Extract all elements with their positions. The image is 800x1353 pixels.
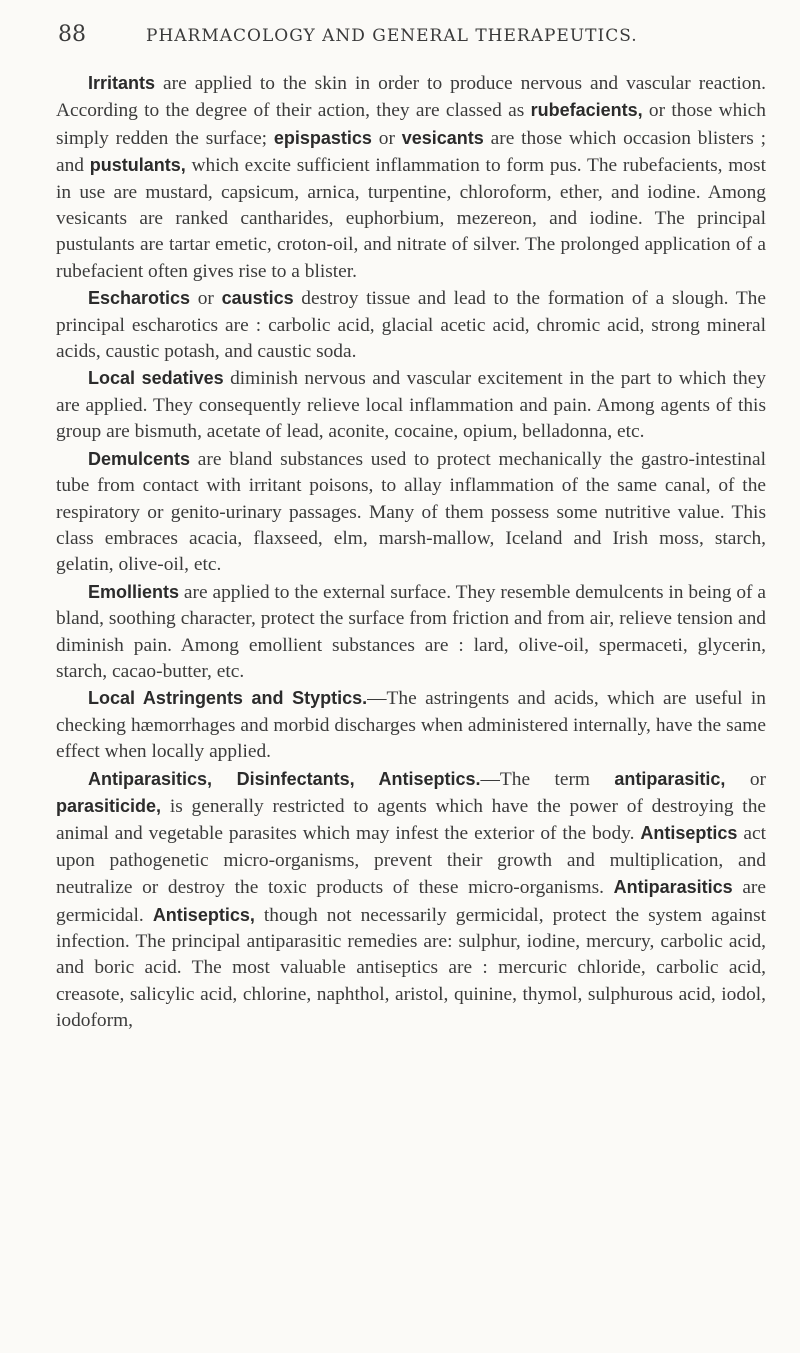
paragraph xyxy=(56,70,766,285)
paragraph-text: is generally restricted to agents which have the power of destroying the animal and vegetable parasites which may infest the exterior of the body. xyxy=(56,795,766,845)
running-title: PHARMACOLOGY AND GENERAL THERAPEUTICS. xyxy=(146,26,638,46)
bold-term: Emollients xyxy=(88,581,180,602)
paragraph-text: diminish nervous and vascular excitement in the part to which they are applied. They consequently relieve local inflammation and pain. Among agents of this group are bismuth, acetate of lead, aconite, cocaine, opium, belladonna, etc. xyxy=(56,368,766,443)
paragraph xyxy=(56,766,766,1035)
bold-term: caustics xyxy=(221,288,294,309)
paragraph-text: —The astringents and acids, which are useful in checking hæmorrhages and morbid discharges when administered internally, have the same effect when locally applied. xyxy=(56,688,766,763)
paragraph xyxy=(56,579,766,686)
bold-term: Irritants xyxy=(88,73,156,93)
bold-term: Antiseptics xyxy=(640,823,738,844)
page-number: 88 xyxy=(58,22,86,47)
paragraph-text: are germicidal. xyxy=(56,877,766,926)
paragraph-text: or xyxy=(190,288,222,310)
bold-term: epispastics xyxy=(273,127,372,148)
bold-term: pustulants, xyxy=(89,155,186,176)
bold-term: parasiticide, xyxy=(56,795,162,816)
bold-term: Local sedatives xyxy=(88,368,224,389)
paragraph-text: though not necessarily germicidal, protect the system against infection. The principal antiparasitic remedies are: sulphur, iodine, mercury, carbolic acid, and boric acid. The most valuable antiseptics are : mercuric chloride, carbolic acid, creasote, salicylic acid, chlorine, naphthol, aristol, quinine, thymol, sulphurous acid, iodol, iodoform, xyxy=(56,904,767,1032)
paragraph xyxy=(56,446,766,579)
bold-term: Demulcents xyxy=(88,448,191,469)
paragraph-text: are applied to the skin in order to produce nervous and vascular reaction. According to the degree of their action, they are classed as xyxy=(56,73,766,122)
paragraph-text: or xyxy=(371,127,402,149)
running-head xyxy=(58,22,760,52)
paragraph-text: which excite sufficient inflammation to form pus. The rubefacients, most in use are mustard, capsicum, arnica, turpentine, chloroform, ether, and iodine. Among vesicants are ranked cantharides, euphorbium, mezereon, and iodine. The principal pustulants are tartar emetic, croton-oil, and nitrate of silver. The prolonged application of a rubefacient often gives rise to a blister. xyxy=(56,155,766,282)
bold-term: Escharotics xyxy=(88,288,191,309)
paragraph-text: or those which simply redden the surface; xyxy=(56,100,766,149)
bold-term: antiparasitic, xyxy=(614,768,726,789)
paragraph-text: destroy tissue and lead to the formation of a slough. The principal escharotics are : carbolic acid, glacial acetic acid, chromic acid, strong mineral acids, caustic potash, and caustic soda. xyxy=(56,288,766,363)
paragraph xyxy=(56,685,766,765)
body-text xyxy=(56,70,766,1035)
paragraph-text: are those which occasion blisters ; and xyxy=(56,127,766,177)
paragraph-text: are applied to the external surface. They resemble demulcents in being of a bland, soothing character, protect the surface from friction and from air, relieve tension and diminish pain. Among emollient substances are : lard, olive-oil, spermaceti, glycerin, starch, cacao-butter, etc. xyxy=(56,581,766,682)
bold-term: Local Astringents and Styptics. xyxy=(88,688,368,709)
bold-term: vesicants xyxy=(401,127,484,148)
bold-term: Antiseptics, xyxy=(152,904,255,925)
paragraph-text: or xyxy=(725,768,766,790)
paragraph xyxy=(56,285,766,365)
bold-term: rubefacients, xyxy=(530,100,643,121)
bold-term: Antiparasitics xyxy=(613,877,733,898)
paragraph xyxy=(56,365,766,445)
paragraph-text: act upon pathogenetic micro-organisms, prevent their growth and multiplication, and neutralize or destroy the toxic products of these micro-organisms. xyxy=(56,823,766,899)
paragraph-text: are bland substances used to protect mechanically the gastro-intestinal tube from contact with irritant poisons, to allay inflammation of the same canal, of the respiratory or genito-urinary passages. Many of them possess some nutritive value. This class embraces acacia, flaxseed, elm, marsh-mallow, Iceland and Irish moss, starch, gelatin, olive-oil, etc. xyxy=(56,448,766,576)
bold-term: Antiparasitics, Disinfectants, Antiseptics. xyxy=(88,768,481,789)
paragraph-text: —The term xyxy=(480,768,615,790)
